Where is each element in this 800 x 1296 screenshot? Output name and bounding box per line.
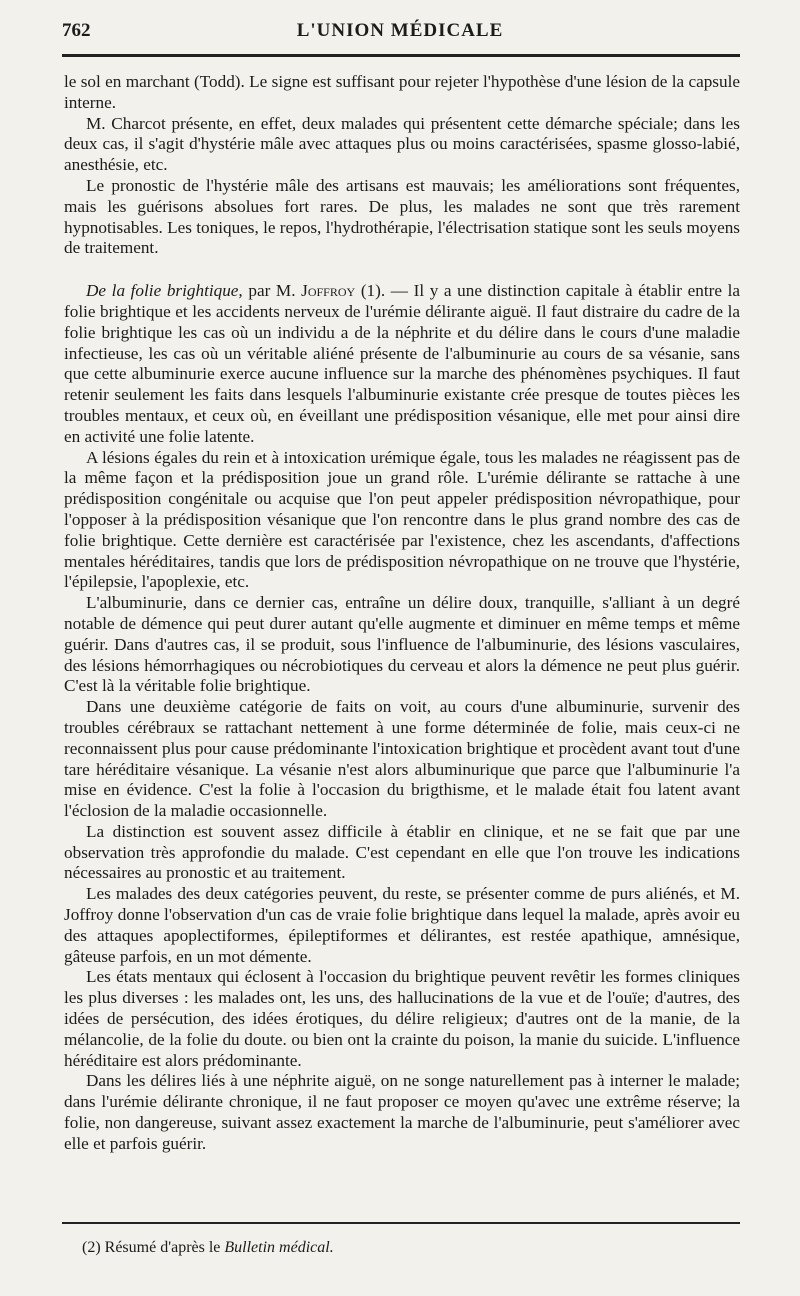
paragraph: le sol en marchant (Todd). Le signe est suffisant pour rejeter l'hypothèse d'une lésion de la capsule interne. <box>64 72 740 112</box>
footnote-source: Bulletin médical. <box>224 1239 334 1256</box>
section-ref: (1). <box>360 281 386 301</box>
paragraph: Les états mentaux qui éclosent à l'occasion du brightique peuvent revêtir les formes cliniques les plus diverses : les malades ont, les uns, des hallucinations de la vue et de l'ouïe; d'autres, des idées de persécution, des idées érotiques, du délire religieux; d'autres ont de la manie, de la mélancolie, de la folie du doute. ou bien ont la crainte du poison, la manie du suicide. L'influence héréditaire est alors prédominante. <box>64 967 740 1070</box>
running-header <box>62 20 738 44</box>
section-title: De la folie brightique, <box>86 281 243 301</box>
section-author: Joffroy <box>301 281 356 301</box>
page-number: 762 <box>62 20 91 41</box>
journal-title: L'UNION MÉDICALE <box>296 20 504 41</box>
paragraph: Le pronostic de l'hystérie mâle des artisans est mauvais; les améliorations sont fréquentes, mais les guérisons absolues fort rares. De plus, les malades ne sont que très rarement hypnotisables. Les toniques, le repos, l'hydrothérapie, l'électrisation statique sont les seuls moyens de traitement. <box>64 175 740 258</box>
section-intro: — Il y a une distinction capitale à établir entre la folie brightique et les accidents nerveux de l'urémie délirante aiguë. Il faut distraire du cadre de la folie brightique les cas où un individu a de la néphrite et du délire dans le cours d'une maladie infectieuse, les cas où un véritable aliéné présente de l'albuminurie au cours de sa vésanie, sans que cette albuminurie exerce aucune influence sur la marche des phénomènes psychiques. Il faut retenir seulement les faits dans lesquels l'albuminurie existante crée presque de toutes pièces les troubles mentaux, et ceux où, en éveillant une prédisposition vésanique, elle met pour ainsi dire en activité une folie latente. <box>64 281 741 446</box>
article-body <box>64 72 740 1155</box>
paragraph: L'albuminurie, dans ce dernier cas, entraîne un délire doux, tranquille, s'alliant à un degré notable de démence qui peut durer autant qu'elle augmente et diminuer en même temps et même guérir. Dans d'autres cas, il se produit, sous l'influence de l'albuminurie, des lésions vasculaires, des lésions hémorrhagiques ou nécrobiotiques du cerveau et alors la démence ne peut plus guérir. C'est là la véritable folie brightique. <box>64 593 740 696</box>
paragraph: A lésions égales du rein et à intoxication urémique égale, tous les malades ne réagissent pas de la même façon et la prédisposition joue un grand rôle. L'urémie délirante se rattache à une prédisposition congénitale ou acquise que l'on peut appeler prédisposition névropathique, pour l'opposer à la prédisposition vésanique que l'on rencontre dans le plus grand nombre des cas de folie brightique. Cette dernière est caractérisée par l'existence, chez les ascendants, d'affections mentales héréditaires, tandis que lors de prédisposition névropathique on ne trouve que l'hystérie, l'épilepsie, l'apoplexie, etc. <box>64 447 740 592</box>
paragraph: M. Charcot présente, en effet, deux malades qui présentent cette démarche spéciale; dans les deux cas, il s'agit d'hystérie mâle avec attaques plus ou moins caractérisées, spasme glosso-labié, anesthésie, etc. <box>64 113 740 175</box>
section-by: par M. <box>248 281 296 301</box>
footnote-prefix: (2) Résumé d'après le <box>82 1239 221 1256</box>
footnote-rule <box>62 1222 740 1224</box>
paragraph: La distinction est souvent assez difficile à établir en clinique, et ne se fait que par une observation très approfondie du malade. C'est cependant en elle que l'on trouve les indications nécessaires au pronostic et au traitement. <box>64 821 740 883</box>
paragraph: Dans les délires liés à une néphrite aiguë, on ne songe naturellement pas à interner le malade; dans l'urémie délirante chronique, il ne faut proposer ce moyen qu'avec une extrême réserve; la folie, non dangereuse, suivant assez exactement la marche de l'albuminurie, peut s'améliorer avec elle et parfois guérir. <box>64 1071 740 1153</box>
paragraph: Dans une deuxième catégorie de faits on voit, au cours d'une albuminurie, survenir des troubles cérébraux se rattachant nettement à une forme déterminée de folie, mais ceux-ci ne reconnaissent plus pour cause prédominante l'intoxication brightique et procèdent avant tout d'une tare héréditaire vésanique. La vésanie n'est alors albuminurique que parce que l'albuminurie l'a mise en évidence. C'est la folie à l'occasion du brigthisme, et le malade était fou latent avant l'éclosion de la maladie occasionnelle. <box>64 697 740 821</box>
paragraph: Les malades des deux catégories peuvent, du reste, se présenter comme de purs aliénés, et M. Joffroy donne l'observation d'un cas de vraie folie brightique dans lequel la malade, après avoir eu des attaques apoplectiformes, épileptiformes et délirantes, est restée apathique, amnésique, gâteuse parfois, en un mot démente. <box>64 884 740 966</box>
header-rule <box>62 54 740 57</box>
footnote <box>82 1238 740 1258</box>
section-paragraph <box>64 281 740 447</box>
